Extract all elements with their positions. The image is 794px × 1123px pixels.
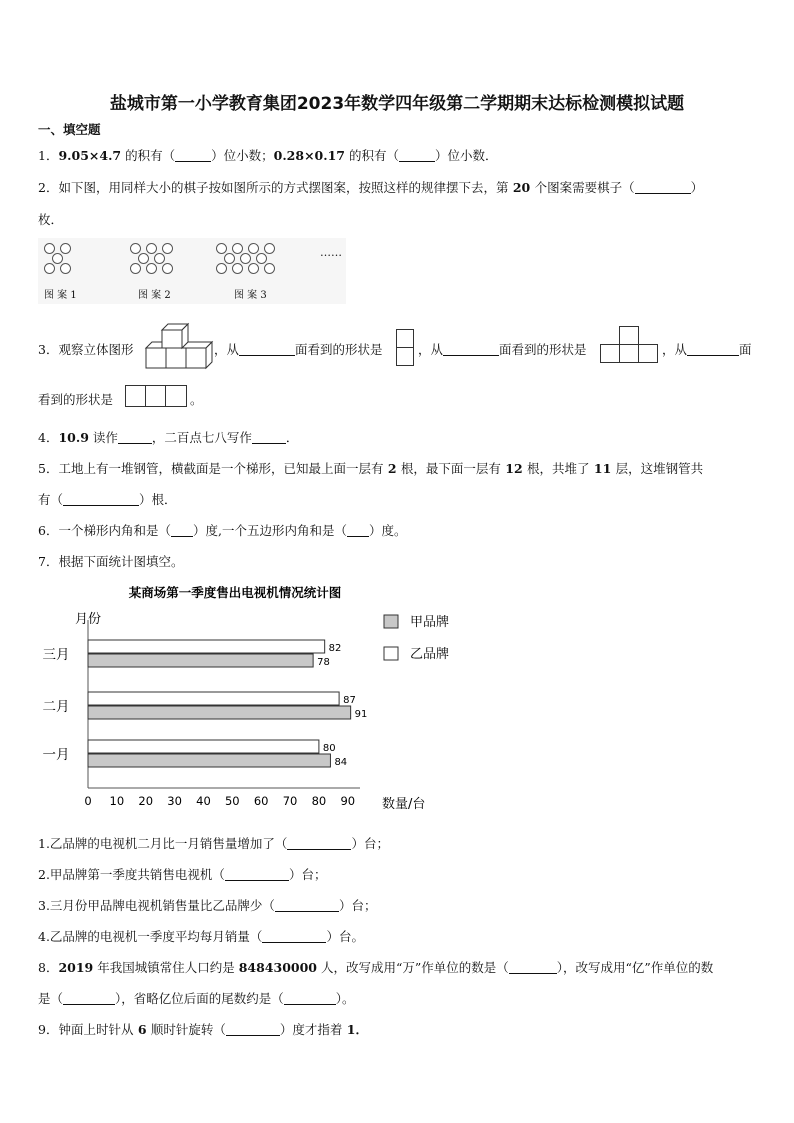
answer-blank[interactable] xyxy=(443,343,499,356)
solid-figure xyxy=(144,322,214,370)
x-tick-label: 90 xyxy=(340,794,356,808)
x-tick-label: 40 xyxy=(196,794,211,808)
answer-blank[interactable] xyxy=(284,992,336,1005)
chess-piece xyxy=(162,263,173,274)
answer-blank[interactable] xyxy=(347,524,369,537)
bar-jia xyxy=(88,654,313,667)
ellipsis: …… xyxy=(320,246,342,259)
answer-blank[interactable] xyxy=(275,899,339,912)
pattern-label: 图 案 1 xyxy=(44,290,77,301)
chess-piece xyxy=(60,243,71,254)
answer-blank[interactable] xyxy=(399,149,435,162)
bar-value-label: 91 xyxy=(354,709,368,720)
chess-piece xyxy=(264,263,275,274)
view-shape-2 xyxy=(600,326,658,364)
pattern-label: 图 案 2 xyxy=(138,290,171,301)
chess-piece xyxy=(138,253,149,264)
chess-piece xyxy=(130,263,141,274)
question-4: 4．10.9 读作 ，二百点七八写作 ． xyxy=(38,430,299,445)
category-label: 二月 xyxy=(42,699,70,715)
bar-value-label: 87 xyxy=(343,695,356,706)
answer-blank[interactable] xyxy=(262,930,326,943)
x-tick-label: 30 xyxy=(167,794,182,808)
question-3-line1b: ，从 面看到的形状是 xyxy=(418,342,587,357)
bar-chart xyxy=(30,578,470,818)
answer-blank[interactable] xyxy=(171,524,193,537)
answer-blank[interactable] xyxy=(63,992,115,1005)
question-6: 6．一个梯形内角和是（ ）度,一个五边形内角和是（ ）度。 xyxy=(38,523,407,538)
pattern-label: 图 案 3 xyxy=(234,290,267,301)
question-5: 5．工地上有一堆钢管，横截面是一个梯形，已知最上面一层有 2 根，最下面一层有 12 根，共堆了 11 层，这堆钢管共 xyxy=(38,461,704,476)
chess-piece xyxy=(52,253,63,264)
chess-piece xyxy=(60,263,71,274)
question-7: 7．根据下面统计图填空。 xyxy=(38,554,184,569)
bar-yi xyxy=(88,640,325,653)
question-1: 1．9.05×4.7 的积有（ ）位小数；0.28×0.17 的积有（ ）位小数． xyxy=(38,148,498,163)
answer-blank[interactable] xyxy=(225,868,289,881)
chess-piece xyxy=(248,243,259,254)
view-shape-1 xyxy=(396,329,414,367)
question-8-line2: 是（ ），省略亿位后面的尾数约是（ ）。 xyxy=(38,991,355,1006)
chess-piece xyxy=(216,243,227,254)
answer-blank[interactable] xyxy=(687,343,739,356)
category-label: 一月 xyxy=(42,747,70,763)
question-3-line1c: ，从 面 xyxy=(662,342,752,357)
chess-piece xyxy=(232,263,243,274)
answer-blank[interactable] xyxy=(118,431,152,444)
sub-question-4: 4.乙品牌的电视机一季度平均每月销量（ ）台。 xyxy=(38,929,364,944)
answer-blank[interactable] xyxy=(635,181,691,194)
bar-jia xyxy=(88,706,351,719)
chess-piece xyxy=(154,253,165,264)
chess-piece xyxy=(224,253,235,264)
chess-piece xyxy=(264,243,275,254)
bar-value-label: 78 xyxy=(317,657,330,668)
chess-piece xyxy=(44,243,55,254)
pattern-figure xyxy=(38,238,346,304)
answer-blank[interactable] xyxy=(509,961,557,974)
question-3-line1: ，从 面看到的形状是 xyxy=(214,342,383,357)
x-tick-label: 60 xyxy=(253,794,269,808)
chess-piece xyxy=(44,263,55,274)
answer-blank[interactable] xyxy=(252,431,286,444)
answer-blank[interactable] xyxy=(239,343,295,356)
sub-question-2: 2.甲品牌第一季度共销售电视机（ ）台； xyxy=(38,867,327,882)
x-tick-label: 80 xyxy=(311,794,327,808)
bar-jia xyxy=(88,754,330,767)
section-heading: 一、填空题 xyxy=(38,122,101,137)
sub-question-1: 1.乙品牌的电视机二月比一月销售量增加了（ ）台； xyxy=(38,836,389,851)
bar-yi xyxy=(88,692,339,705)
bar-value-label: 84 xyxy=(334,757,348,768)
chess-piece xyxy=(256,253,267,264)
question-9: 9．钟面上时针从 6 顺时针旋转（ ）度才指着 1． xyxy=(38,1022,368,1037)
answer-blank[interactable] xyxy=(226,1023,280,1036)
chess-piece xyxy=(240,253,251,264)
chess-piece xyxy=(130,243,141,254)
question-3-num: 3．观察立体图形 xyxy=(38,342,134,357)
bar-value-label: 82 xyxy=(328,643,342,654)
question-8: 8．2019 年我国城镇常住人口约是 848430000 人，改写成用“万”作单位的数是（ ），改写成用“亿”作单位的数 xyxy=(38,960,714,975)
cube-stack-icon xyxy=(144,322,214,370)
legend-swatch-yi xyxy=(384,647,398,660)
answer-blank[interactable] xyxy=(63,493,139,506)
legend-label-yi: 乙品牌 xyxy=(410,647,450,662)
answer-blank[interactable] xyxy=(287,837,351,850)
question-2-line2: 枚． xyxy=(38,212,64,227)
x-tick-label: 20 xyxy=(138,794,154,808)
view-shape-3 xyxy=(125,385,187,407)
chart-title: 某商场第一季度售出电视机情况统计图 xyxy=(128,585,342,600)
question-3-end: 。 xyxy=(190,392,203,407)
chess-piece xyxy=(146,243,157,254)
chess-piece xyxy=(232,243,243,254)
answer-blank[interactable] xyxy=(175,149,211,162)
page-title: 盐城市第一小学教育集团2023年数学四年级第二学期期末达标检测模拟试题 xyxy=(109,94,685,114)
question-3-line2: 看到的形状是 xyxy=(38,392,114,407)
chess-piece xyxy=(248,263,259,274)
question-5-line2: 有（ ）根． xyxy=(38,492,177,507)
x-tick-label: 0 xyxy=(84,794,92,808)
chess-piece xyxy=(162,243,173,254)
legend-swatch-jia xyxy=(384,615,398,628)
chess-piece xyxy=(146,263,157,274)
bar-value-label: 80 xyxy=(322,743,336,754)
y-axis-label: 月份 xyxy=(74,612,102,627)
sub-question-3: 3.三月份甲品牌电视机销售量比乙品牌少（ ）台； xyxy=(38,898,377,913)
x-axis-label: 数量/台 xyxy=(382,797,426,812)
chess-piece xyxy=(216,263,227,274)
x-tick-label: 70 xyxy=(282,794,298,808)
bar-yi xyxy=(88,740,319,753)
legend-label-jia: 甲品牌 xyxy=(410,615,450,630)
x-tick-label: 50 xyxy=(224,794,240,808)
category-label: 三月 xyxy=(42,647,70,663)
question-2: 2．如下图，用同样大小的棋子按如图所示的方式摆图案，按照这样的规律摆下去，第 20 个图案需要棋子（ ） xyxy=(38,180,704,195)
x-tick-label: 10 xyxy=(109,794,125,808)
